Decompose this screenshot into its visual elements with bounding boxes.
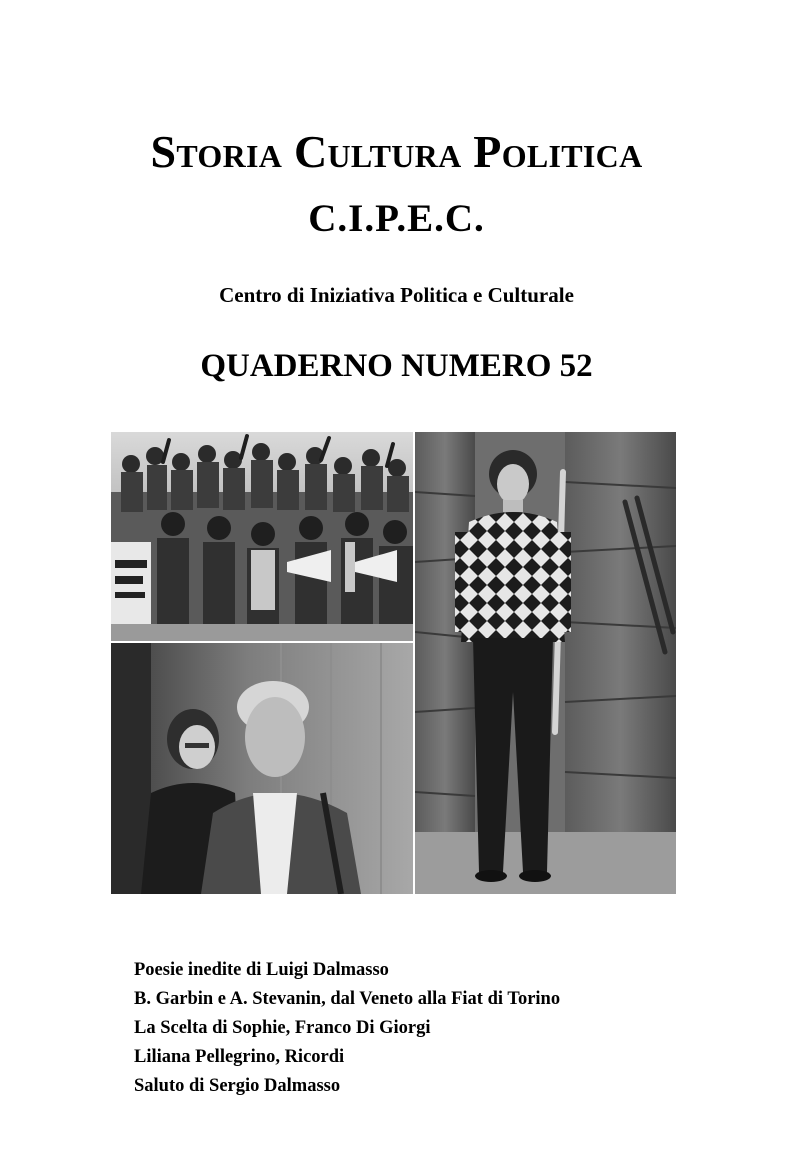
woman-portrait-photo bbox=[415, 432, 676, 894]
organization-name: Centro di Iniziativa Politica e Culturale bbox=[219, 283, 574, 307]
contents-item: B. Garbin e A. Stevanin, dal Veneto alla Fiat di Torino bbox=[134, 989, 561, 1009]
table-of-contents bbox=[134, 956, 734, 1101]
page-title: Storia Cultura Politica bbox=[150, 126, 643, 177]
contents-item: Liliana Pellegrino, Ricordi bbox=[134, 1047, 345, 1067]
protest-crowd-photo bbox=[111, 432, 413, 641]
couple-photo bbox=[111, 643, 413, 894]
photo-collage bbox=[111, 432, 676, 894]
contents-item: Poesie inedite di Luigi Dalmasso bbox=[134, 960, 389, 980]
contents-item: La Scelta di Sophie, Franco Di Giorgi bbox=[134, 1018, 431, 1038]
contents-item: Saluto di Sergio Dalmasso bbox=[134, 1076, 341, 1096]
issue-number: QUADERNO NUMERO 52 bbox=[200, 348, 593, 384]
organization-acronym: C.I.P.E.C. bbox=[308, 197, 485, 240]
